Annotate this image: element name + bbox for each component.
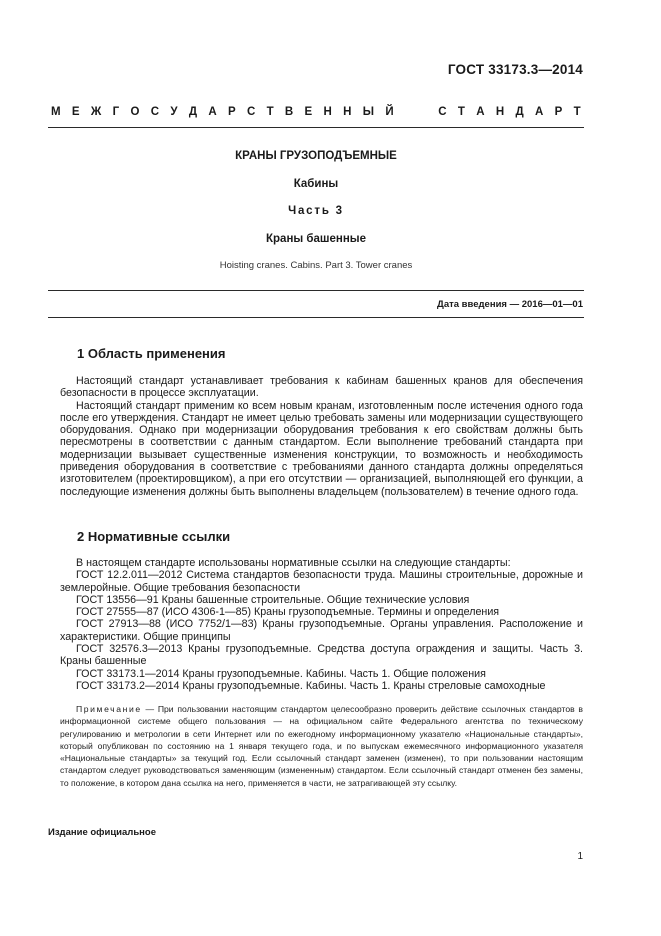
section-1-heading: 1 Область применения: [77, 346, 226, 361]
heading-letter: Р: [227, 106, 236, 118]
document-subtitle: Кабины: [293, 178, 339, 190]
paragraph: Настоящий стандарт устанавливает требования к кабинам башенных кранов для обеспечения безопасности в процессе эксплуатации.: [60, 375, 583, 400]
note-paragraph: [60, 703, 583, 789]
reference-item: ГОСТ 33173.1—2014 Краны грузоподъемные. Кабины. Часть 1. Общие положения: [76, 667, 486, 680]
heading-letter: С: [246, 106, 256, 118]
heading-letter: Е: [304, 106, 313, 118]
paragraph: Настоящий стандарт применим ко всем новым кранам, изготовленным после истечения одного года после его утверждения. Стандарт не имеет целью требовать замены или модернизации существующего оборудования. Однако при модернизации оборудования требования к его свойствам должны быть пересмотрены в соответствии с данным стандартом. Если выполнение требований стандарта при модернизации вызывает существенные изменения конструкции, то возможность и необходимость приведения оборудования в соответствие с требованиями данного стандарта должны определяться изготовителем (проектировщиком), а при его отсутствии — организацией, выполняющей его функции, а последующие изменения должны быть выполнены владельцем (пользователем) в течение одного года.: [60, 399, 583, 498]
heading-letter: Н: [343, 106, 352, 118]
heading-letter: М: [51, 106, 61, 118]
heading-letter: Н: [323, 106, 332, 118]
note-text: — При пользовании настоящим стандартом целесообразно проверить действие ссылочных стандартов в информационной системе общего пользования — на официальном сайте Федерального агентства по техническому регулированию и метрологии в сети Интернет или по ежегодному информационному указателю «Национальные стандарты», который опубликован по состоянию на 1 января текущего года, и по выпускам ежемесячного информационного указателя «Национальные стандарты» за текущий год. Если ссылочный стандарт заменен (изменен), то при пользовании настоящим стандартом следует руководствоваться заменяющим (измененным) стандартом. Если ссылочный стандарт отменен без замены, то положение, в котором дана ссылка на него, применяется в части, не затрагивающей эту ссылку.: [60, 704, 583, 788]
heading-letter: А: [476, 106, 485, 118]
heading-letter: Ы: [362, 106, 375, 118]
heading-letter: А: [208, 106, 217, 118]
reference-item: ГОСТ 27913—88 (ИСО 7752/1—83) Краны грузоподъемные. Органы управления. Расположение и характеристики. Общие принципы: [60, 618, 583, 643]
introduction-date: Дата введения — 2016—01—01: [437, 299, 583, 310]
heading-letter: Т: [266, 106, 274, 118]
heading-letter: С: [438, 106, 447, 118]
heading-letter: С: [150, 106, 160, 118]
heading-letter: Т: [573, 106, 581, 118]
date-divider: [48, 317, 584, 318]
heading-letter: А: [534, 106, 544, 118]
title-divider: [48, 290, 584, 291]
reference-item: ГОСТ 32576.3—2013 Краны грузоподъемные. Средства доступа ограждения и защиты. Часть 3. Краны башенные: [60, 643, 583, 668]
heading-letter: Т: [457, 106, 465, 118]
heading-letter: Д: [515, 106, 524, 118]
heading-letter: В: [284, 106, 294, 118]
reference-intro: В настоящем стандарте использованы нормативные ссылки на следующие стандарты:: [76, 557, 511, 569]
heading-letter: Д: [188, 106, 198, 118]
english-title: Hoisting cranes. Cabins. Part 3. Tower cranes: [219, 260, 413, 271]
official-edition-label: Издание официальное: [48, 827, 156, 838]
reference-item: ГОСТ 13556—91 Краны башенные строительные. Общие технические условия: [76, 593, 470, 606]
heading-letter: У: [170, 106, 178, 118]
document-number: ГОСТ 33173.3—2014: [447, 62, 583, 77]
section-1-body: [60, 375, 583, 498]
note-block: [60, 703, 583, 789]
word-gap: [405, 106, 427, 118]
note-label: Примечание: [76, 704, 142, 714]
document-title: КРАНЫ ГРУЗОПОДЪЕМНЫЕ: [235, 150, 397, 162]
page-number: 1: [577, 851, 583, 862]
section-2-body: [60, 557, 583, 692]
reference-item: ГОСТ 27555—87 (ИСО 4306-1—85) Краны грузоподъемные. Термины и определения: [76, 606, 500, 619]
reference-item: ГОСТ 12.2.011—2012 Система стандартов безопасности труда. Машины строительные, дорожные и землеройные. Общие требования безопасности: [60, 569, 583, 594]
reference-item: ГОСТ 33173.2—2014 Краны грузоподъемные. Кабины. Часть 1. Краны стреловые самоходные: [76, 679, 546, 692]
section-2-heading: 2 Нормативные ссылки: [77, 529, 231, 544]
heading-letter: Г: [112, 106, 120, 118]
top-divider: [48, 127, 584, 128]
heading-letter: Е: [71, 106, 80, 118]
heading-letter: О: [130, 106, 140, 118]
heading-letter: Ж: [90, 106, 102, 118]
heading-letter: Р: [554, 106, 563, 118]
document-part-name: Краны башенные: [266, 233, 366, 245]
heading-letter: Н: [495, 106, 505, 118]
document-part: Часть 3: [288, 205, 344, 217]
interstate-standard-heading: [51, 106, 581, 118]
heading-letter: Й: [385, 106, 394, 118]
